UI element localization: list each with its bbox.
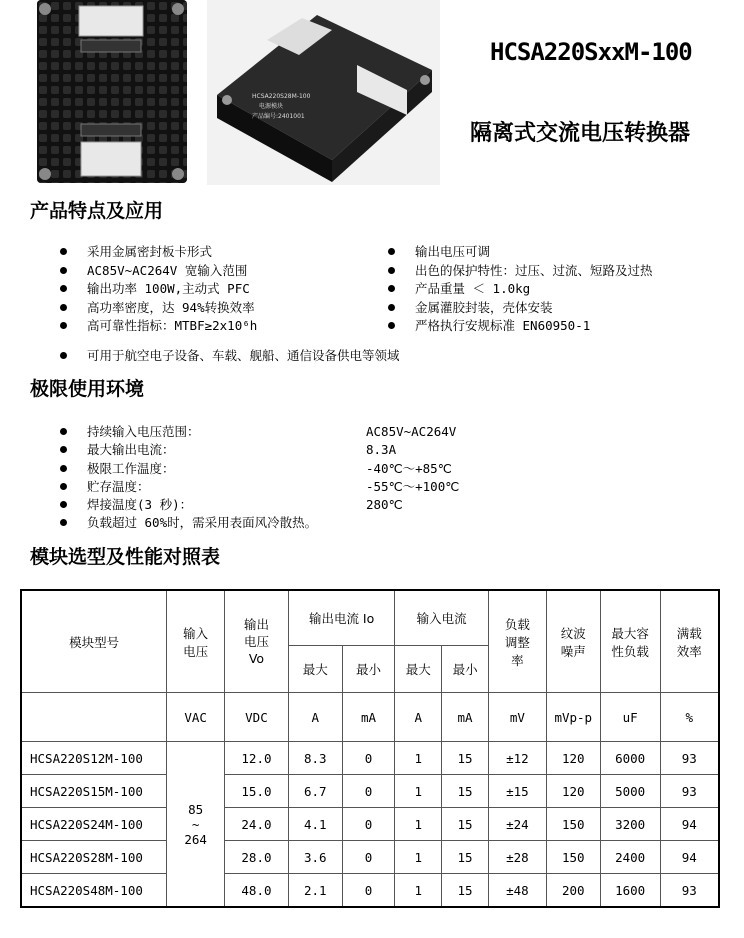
bullet-icon bbox=[388, 322, 395, 329]
cell-eff: 93 bbox=[660, 775, 719, 808]
unit-iout-min: mA bbox=[342, 693, 395, 742]
table-row bbox=[21, 775, 719, 808]
cell-iin-min: 15 bbox=[442, 874, 489, 908]
unit-iin-min: mA bbox=[442, 693, 489, 742]
table-row bbox=[21, 742, 719, 775]
cell-iin-max: 1 bbox=[395, 742, 442, 775]
features-left-list bbox=[60, 243, 257, 336]
bullet-icon bbox=[388, 285, 395, 292]
feature-item: 金属灌胶封装，壳体安装 bbox=[388, 299, 653, 318]
cell-model: HCSA220S15M-100 bbox=[21, 775, 167, 808]
cell-model: HCSA220S28M-100 bbox=[21, 841, 167, 874]
product-perspective-image bbox=[207, 0, 440, 185]
col-header-input-voltage: 输入电压 bbox=[167, 590, 225, 693]
bullet-icon bbox=[60, 304, 67, 311]
product-label-line-2: 电源模块 bbox=[259, 103, 284, 110]
product-subtitle: 隔离式交流电压转换器 bbox=[470, 121, 691, 146]
limit-value: 8.3A bbox=[366, 442, 397, 458]
product-photo-top bbox=[37, 0, 187, 183]
sub-header-max: 最大 bbox=[288, 646, 342, 693]
limit-item: 极限工作温度： bbox=[60, 460, 317, 478]
unit-eff: % bbox=[660, 693, 719, 742]
limit-item: 负载超过 60%时，需采用表面风冷散热。 bbox=[60, 514, 317, 532]
cell-load-reg: ±15 bbox=[488, 775, 546, 808]
product-label-line-1: HCSA220S28M-100 bbox=[252, 93, 311, 100]
product-photo-perspective bbox=[207, 0, 440, 185]
cell-cap: 1600 bbox=[600, 874, 660, 908]
model-title: HCSA220SxxM-100 bbox=[490, 38, 692, 66]
bullet-icon bbox=[388, 248, 395, 255]
cell-iin-max: 1 bbox=[395, 874, 442, 908]
col-header-output-voltage: 输出电压 Vo bbox=[225, 590, 289, 693]
unit-cell-model bbox=[21, 693, 167, 742]
cell-iout-min: 0 bbox=[342, 742, 395, 775]
cell-vout: 28.0 bbox=[225, 841, 289, 874]
col-header-efficiency: 满载效率 bbox=[660, 590, 719, 693]
cell-cap: 5000 bbox=[600, 775, 660, 808]
cell-iout-min: 0 bbox=[342, 841, 395, 874]
cell-iin-min: 15 bbox=[442, 742, 489, 775]
product-label-line-3: 产品编号:2401001 bbox=[252, 113, 305, 120]
product-top-view-image bbox=[37, 0, 187, 183]
cell-eff: 93 bbox=[660, 874, 719, 908]
table-row bbox=[21, 874, 719, 908]
limit-item: 焊接温度(3 秒)： bbox=[60, 496, 317, 514]
limit-item: 最大输出电流： bbox=[60, 441, 317, 459]
limit-value: -55℃～+100℃ bbox=[366, 478, 460, 494]
bullet-icon bbox=[60, 446, 67, 453]
cell-vout: 24.0 bbox=[225, 808, 289, 841]
feature-item: 输出功率 100W,主动式 PFC bbox=[60, 280, 257, 299]
unit-vout: VDC bbox=[225, 693, 289, 742]
cell-vout: 12.0 bbox=[225, 742, 289, 775]
sub-header-min: 最小 bbox=[442, 646, 489, 693]
bullet-icon bbox=[60, 428, 67, 435]
bullet-icon bbox=[60, 267, 67, 274]
cell-cap: 3200 bbox=[600, 808, 660, 841]
col-header-ripple: 纹波噪声 bbox=[546, 590, 600, 693]
cell-eff: 93 bbox=[660, 742, 719, 775]
feature-item: 高可靠性指标：MTBF≥2x10⁶h bbox=[60, 317, 257, 336]
cell-cap: 6000 bbox=[600, 742, 660, 775]
feature-item: 输出电压可调 bbox=[388, 243, 653, 262]
cell-iout-min: 0 bbox=[342, 775, 395, 808]
cell-iout-max: 3.6 bbox=[288, 841, 342, 874]
cell-ripple: 120 bbox=[546, 742, 600, 775]
unit-vin: VAC bbox=[167, 693, 225, 742]
bullet-icon bbox=[60, 248, 67, 255]
cell-ripple: 120 bbox=[546, 775, 600, 808]
limits-heading: 极限使用环境 bbox=[30, 378, 145, 400]
cell-cap: 2400 bbox=[600, 841, 660, 874]
limits-values bbox=[366, 423, 459, 514]
unit-cap: uF bbox=[600, 693, 660, 742]
cell-ripple: 150 bbox=[546, 841, 600, 874]
feature-item: 高功率密度，达 94%转换效率 bbox=[60, 299, 257, 318]
bullet-icon bbox=[60, 501, 67, 508]
cell-iout-max: 6.7 bbox=[288, 775, 342, 808]
cell-load-reg: ±28 bbox=[488, 841, 546, 874]
cell-input-range: 85 ~ 264 bbox=[167, 742, 225, 908]
col-header-output-current: 输出电流 Io bbox=[288, 590, 395, 646]
unit-iout-max: A bbox=[288, 693, 342, 742]
spec-table bbox=[20, 589, 720, 908]
cell-iin-min: 15 bbox=[442, 775, 489, 808]
cell-iin-max: 1 bbox=[395, 841, 442, 874]
cell-load-reg: ±12 bbox=[488, 742, 546, 775]
cell-ripple: 200 bbox=[546, 874, 600, 908]
col-header-max-capacitance: 最大容性负载 bbox=[600, 590, 660, 693]
bullet-icon bbox=[60, 465, 67, 472]
sub-header-max: 最大 bbox=[395, 646, 442, 693]
unit-iin-max: A bbox=[395, 693, 442, 742]
col-header-load-regulation: 负载调整率 bbox=[488, 590, 546, 693]
sub-header-min: 最小 bbox=[342, 646, 395, 693]
cell-model: HCSA220S48M-100 bbox=[21, 874, 167, 908]
limit-item: 贮存温度： bbox=[60, 478, 317, 496]
cell-ripple: 150 bbox=[546, 808, 600, 841]
cell-iout-max: 4.1 bbox=[288, 808, 342, 841]
cell-iout-max: 2.1 bbox=[288, 874, 342, 908]
cell-iin-max: 1 bbox=[395, 775, 442, 808]
cell-load-reg: ±24 bbox=[488, 808, 546, 841]
limit-value: AC85V~AC264V bbox=[366, 424, 457, 439]
features-heading: 产品特点及应用 bbox=[30, 200, 164, 222]
bullet-icon bbox=[60, 285, 67, 292]
cell-eff: 94 bbox=[660, 808, 719, 841]
application-item: 可用于航空电子设备、车载、舰船、通信设备供电等领域 bbox=[60, 346, 400, 364]
feature-item: AC85V~AC264V 宽输入范围 bbox=[60, 262, 257, 281]
col-header-model: 模块型号 bbox=[21, 590, 167, 693]
unit-load-reg: mV bbox=[488, 693, 546, 742]
cell-iout-max: 8.3 bbox=[288, 742, 342, 775]
bullet-icon bbox=[60, 519, 67, 526]
cell-iout-min: 0 bbox=[342, 874, 395, 908]
bullet-icon bbox=[60, 322, 67, 329]
bullet-icon bbox=[60, 352, 67, 359]
limit-item: 持续输入电压范围： bbox=[60, 423, 317, 441]
bullet-icon bbox=[60, 483, 67, 490]
cell-eff: 94 bbox=[660, 841, 719, 874]
bullet-icon bbox=[388, 304, 395, 311]
table-row bbox=[21, 841, 719, 874]
table-heading: 模块选型及性能对照表 bbox=[30, 546, 221, 568]
feature-item: 严格执行安规标准 EN60950-1 bbox=[388, 317, 653, 336]
limit-value: 280℃ bbox=[366, 497, 403, 513]
features-right-list bbox=[388, 243, 653, 336]
cell-vout: 48.0 bbox=[225, 874, 289, 908]
col-header-input-current: 输入电流 bbox=[395, 590, 489, 646]
cell-model: HCSA220S24M-100 bbox=[21, 808, 167, 841]
unit-ripple: mVp-p bbox=[546, 693, 600, 742]
table-row bbox=[21, 808, 719, 841]
feature-item: 出色的保护特性：过压、过流、短路及过热 bbox=[388, 262, 653, 281]
limit-value: -40℃～+85℃ bbox=[366, 460, 452, 476]
cell-iin-min: 15 bbox=[442, 841, 489, 874]
limits-list bbox=[60, 423, 317, 533]
cell-model: HCSA220S12M-100 bbox=[21, 742, 167, 775]
cell-vout: 15.0 bbox=[225, 775, 289, 808]
feature-item: 产品重量 ＜ 1.0kg bbox=[388, 280, 653, 299]
cell-iout-min: 0 bbox=[342, 808, 395, 841]
bullet-icon bbox=[388, 267, 395, 274]
cell-iin-min: 15 bbox=[442, 808, 489, 841]
cell-load-reg: ±48 bbox=[488, 874, 546, 908]
cell-iin-max: 1 bbox=[395, 808, 442, 841]
feature-item: 采用金属密封板卡形式 bbox=[60, 243, 257, 262]
